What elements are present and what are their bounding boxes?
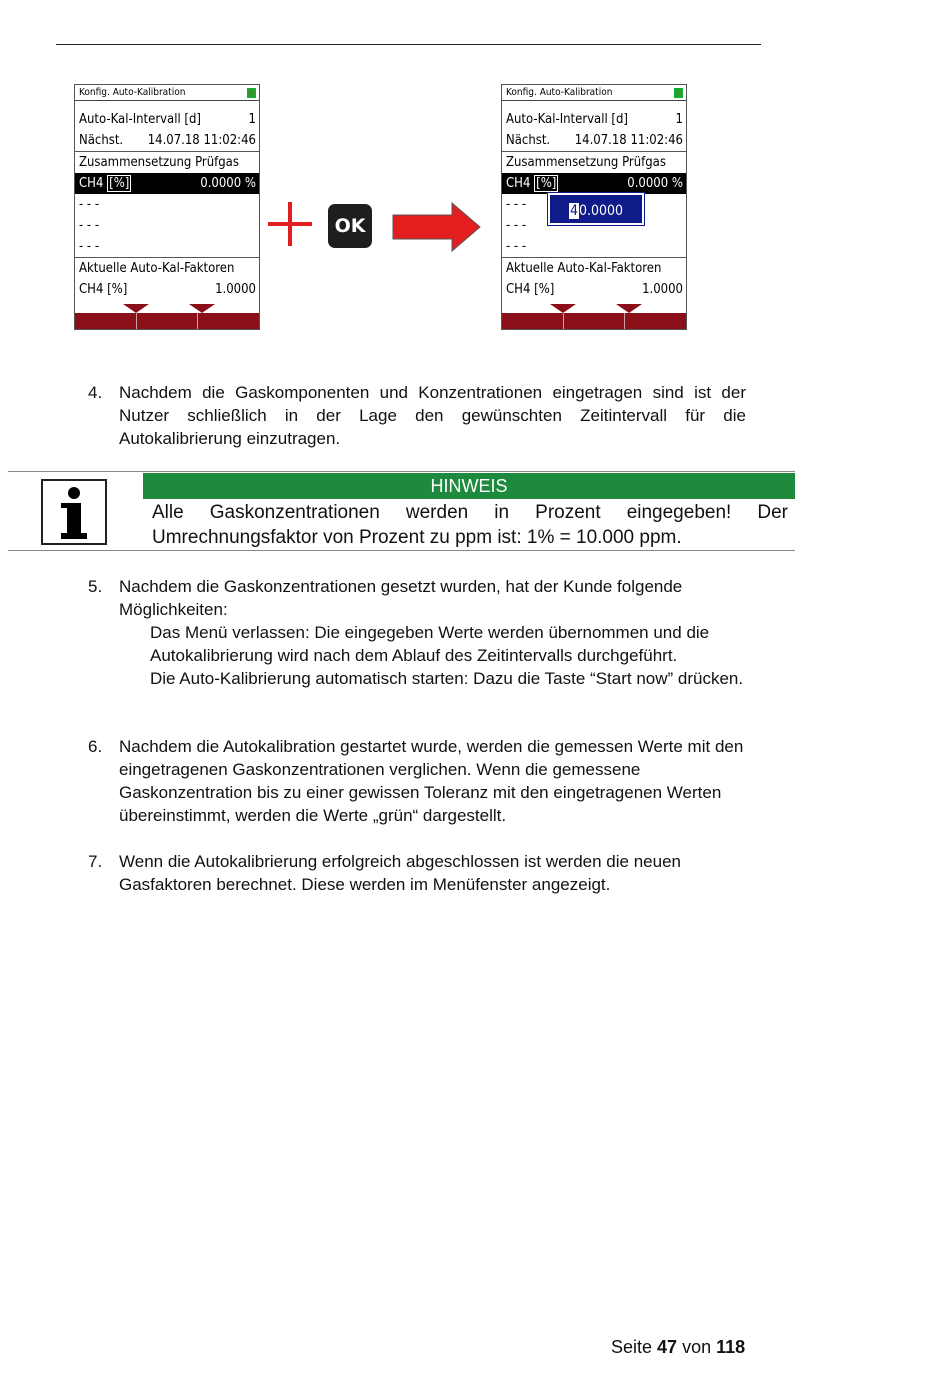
screen-title (502, 85, 686, 101)
composition-label: Zusammensetzung Prüfgas (506, 155, 666, 170)
empty-row (75, 236, 259, 257)
empty-row-text: - - - (506, 239, 527, 254)
composition-header (502, 151, 686, 173)
factors-header (502, 257, 686, 279)
softkey-bar (75, 313, 259, 329)
empty-row-text: - - - (79, 239, 100, 254)
composition-label: Zusammensetzung Prüfgas (79, 155, 239, 170)
empty-row (75, 194, 259, 215)
gas-row-selected (502, 173, 686, 194)
edit-cursor: 4 (569, 203, 578, 219)
note-rule-bottom (8, 550, 795, 551)
edit-value: 0.0000 (578, 203, 624, 219)
interval-value: 1 (248, 112, 256, 127)
softkey-bar (502, 313, 686, 329)
screen-title-text: Konfig. Auto-Kalibration (79, 87, 186, 98)
gas-value: 0.0000 % (200, 176, 256, 191)
interval-label: Auto-Kal-Intervall [d] (506, 112, 628, 127)
arrow-right-icon (392, 202, 482, 252)
battery-icon (247, 88, 256, 98)
suboption-text: Das Menü verlassen: Die eingegeben Werte werden übernommen und die Autokalibrierung wird nach dem Ablauf des Zeitintervalls durchgeführt. (150, 623, 710, 665)
softkey-right[interactable] (625, 313, 686, 329)
page-total: 118 (716, 1337, 746, 1357)
softkey-middle[interactable] (564, 313, 626, 329)
softkey-middle[interactable] (137, 313, 199, 329)
gas-label (506, 173, 558, 194)
softkey-marker-icon (616, 304, 642, 313)
suboption-text: Die Auto-Kalibrierung automatisch starten: Dazu die Taste “Start now” drücken. (150, 669, 744, 688)
interval-label: Auto-Kal-Intervall [d] (79, 112, 201, 127)
step-suboptions (150, 621, 750, 690)
next-value: 14.07.18 11:02:46 (147, 133, 256, 148)
step-text: Wenn die Autokalibrierung erfolgreich abgeschlossen ist werden die neuen Gasfaktoren berechnet. Diese werden im Menüfenster angezeigt. (119, 852, 681, 894)
empty-row-text: - - - (79, 218, 100, 233)
gas-name: CH4 (79, 176, 108, 191)
step-text: Nachdem die Autokalibration gestartet wurde, werden die gemessen Werte mit den eingetragenen Gaskonzentrationen verglichen. Wenn die gemessene Gaskonzentration bis zu einer gewissen Toleranz mit den eingetragenen Werten übereinstimmt, werden die Werte „grün“ dargestellt. (119, 737, 744, 825)
softkey-left[interactable] (502, 313, 564, 329)
screen-title-text: Konfig. Auto-Kalibration (506, 87, 613, 98)
value-edit-field[interactable] (548, 193, 644, 225)
factors-header (75, 257, 259, 279)
next-label: Nächst. (79, 133, 124, 148)
factor-row (502, 279, 686, 300)
next-label: Nächst. (506, 133, 551, 148)
gas-unit: [%] (109, 176, 130, 191)
ok-key-icon: OK (328, 204, 372, 248)
next-row (75, 130, 259, 151)
step-number: 4. (88, 383, 103, 402)
softkey-marker-icon (123, 304, 149, 313)
screen-title (75, 85, 259, 101)
note-text: Alle Gaskonzentrationen werden in Prozent eingegeben! Der Umrechnungsfaktor von Prozent zu ppm ist: 1% = 10.000 ppm. (152, 502, 788, 548)
empty-row-text: - - - (506, 218, 527, 233)
empty-row-text: - - - (79, 197, 100, 212)
softkey-marker-icon (550, 304, 576, 313)
step-number: 6. (88, 737, 103, 756)
page-footer (611, 1335, 745, 1359)
step-number: 7. (88, 852, 103, 871)
footer-middle: von (682, 1337, 712, 1357)
empty-row (502, 236, 686, 257)
interval-row (502, 109, 686, 130)
info-icon (41, 479, 107, 545)
note-heading: HINWEIS (143, 473, 795, 499)
device-screen-after (501, 84, 687, 330)
interval-value: 1 (675, 112, 683, 127)
factor-value: 1.0000 (215, 282, 256, 297)
next-row (502, 130, 686, 151)
softkey-right[interactable] (198, 313, 259, 329)
softkey-marker-icon (189, 304, 215, 313)
step-text: Nachdem die Gaskomponenten und Konzentrationen eingetragen sind ist der Nutzer schließlich in der Lage den gewünschten Zeitintervall für die Autokalibrierung einzutragen. (119, 383, 746, 448)
softkey-left[interactable] (75, 313, 137, 329)
page-number: 47 (657, 1337, 678, 1357)
gas-label (79, 173, 131, 194)
interval-row (75, 109, 259, 130)
header-rule (56, 44, 761, 45)
gas-value: 0.0000 % (627, 176, 683, 191)
plus-icon (266, 200, 314, 248)
composition-header (75, 151, 259, 173)
factor-gas-label: CH4 [%] (79, 282, 128, 297)
gas-unit: [%] (536, 176, 557, 191)
factors-label: Aktuelle Auto-Kal-Faktoren (506, 261, 662, 276)
gas-row-selected (75, 173, 259, 194)
footer-prefix: Seite (611, 1337, 653, 1357)
factors-label: Aktuelle Auto-Kal-Faktoren (79, 261, 235, 276)
gas-name: CH4 (506, 176, 535, 191)
factor-gas-label: CH4 [%] (506, 282, 555, 297)
factor-row (75, 279, 259, 300)
note-rule-top (8, 471, 795, 472)
empty-row-text: - - - (506, 197, 527, 212)
next-value: 14.07.18 11:02:46 (574, 133, 683, 148)
factor-value: 1.0000 (642, 282, 683, 297)
battery-icon (674, 88, 683, 98)
step-text: Nachdem die Gaskonzentrationen gesetzt wurden, hat der Kunde folgende Möglichkeiten: (119, 577, 683, 619)
step-number: 5. (88, 577, 103, 596)
empty-row (75, 215, 259, 236)
device-screen-before (74, 84, 260, 330)
